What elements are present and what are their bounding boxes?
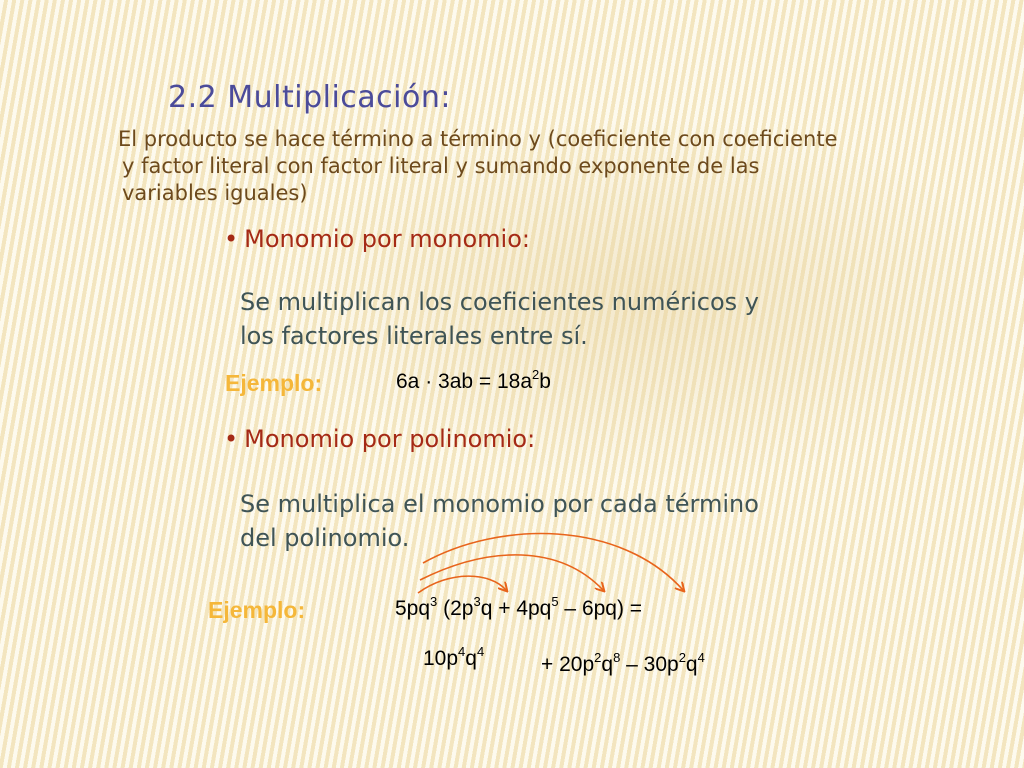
result-2-d-exp: 4 <box>697 650 705 665</box>
example-1-result-base: 18a <box>497 370 533 393</box>
example-1-result-exp: 2 <box>532 367 540 382</box>
result-2-c: – 30p <box>620 653 679 676</box>
bullet-dot: • <box>224 225 239 253</box>
heading-monomio-por-polinomio: Monomio por polinomio: <box>244 425 536 453</box>
intro-line-1: El producto se hace término a término y (coeficiente con coeficiente <box>118 127 838 151</box>
result-1-a-exp: 4 <box>458 644 466 659</box>
section1-text-line-1: Se multiplican los coeficientes numéricos y <box>240 288 759 316</box>
eq-term-3: q + 4pq <box>480 597 552 620</box>
intro-line-3: variables iguales) <box>122 181 308 205</box>
result-1-b: q <box>465 647 477 670</box>
result-2-d: q <box>685 653 698 676</box>
bullet-dot: • <box>224 425 239 453</box>
eq-term-1: 5pq <box>395 597 431 620</box>
result-2-c-exp: 2 <box>678 650 686 665</box>
section1-text-line-2: los factores literales entre sí. <box>240 322 588 350</box>
example-label-2: Ejemplo: <box>208 597 306 623</box>
example-2-equation <box>395 594 643 621</box>
result-2-b-exp: 8 <box>613 650 621 665</box>
eq-exp-1: 3 <box>430 594 438 609</box>
example-2-result-2 <box>541 650 705 677</box>
slide-title: 2.2 Multiplicación: <box>168 80 451 115</box>
result-2-a: + 20p <box>541 653 595 676</box>
arrow-to-term-1 <box>418 576 506 593</box>
result-2-b: q <box>601 653 614 676</box>
eq-term-4: – 6pq) = <box>558 597 643 620</box>
example-label-1: Ejemplo: <box>225 370 323 396</box>
section2-text-line-2: del polinomio. <box>240 524 410 552</box>
eq-exp-2: 3 <box>473 594 481 609</box>
heading-monomio-por-monomio: Monomio por monomio: <box>244 225 530 253</box>
example-2-result-1 <box>423 644 485 671</box>
arrow-to-term-2 <box>420 555 603 590</box>
example-1-result-tail: b <box>539 370 551 393</box>
result-1-b-exp: 4 <box>476 644 485 659</box>
eq-term-2: (2p <box>437 597 474 620</box>
result-1-a: 10p <box>423 647 459 670</box>
eq-exp-3: 5 <box>551 594 559 609</box>
arrow-to-term-3 <box>423 534 683 590</box>
section2-text-line-1: Se multiplica el monomio por cada término <box>240 490 759 518</box>
example-1-lhs: 6a · 3ab = <box>396 370 497 393</box>
intro-line-2: y factor literal con factor literal y sumando exponente de las <box>122 154 760 178</box>
result-2-a-exp: 2 <box>594 650 602 665</box>
